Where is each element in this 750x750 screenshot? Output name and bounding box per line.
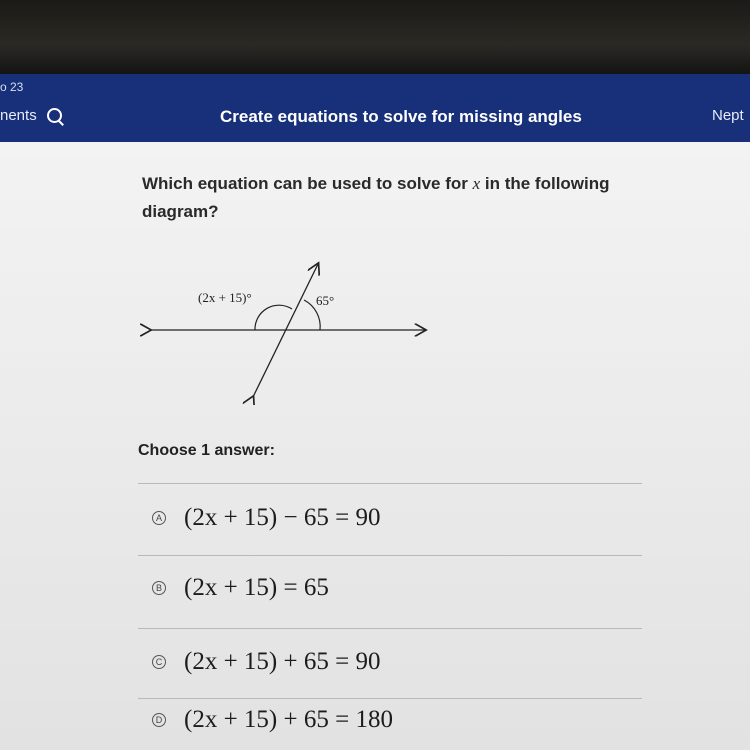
option-equation: (2x + 15) − 65 = 90 <box>184 504 381 531</box>
option-letter-badge: A <box>152 511 166 525</box>
answer-option-c[interactable] <box>138 632 642 692</box>
assignments-link[interactable] <box>0 107 63 124</box>
answer-option-a[interactable] <box>138 488 642 548</box>
angle-left-label: (2x + 15)° <box>198 290 252 305</box>
top-navigation-bar <box>0 74 750 142</box>
exercise-title: Create equations to solve for missing angles <box>220 107 582 126</box>
option-letter-badge: C <box>152 655 166 669</box>
answer-option-d[interactable] <box>138 690 642 750</box>
question-variable: x <box>472 174 481 193</box>
left-angle-arc <box>255 305 292 330</box>
question-part-2: in the following diagram? <box>142 174 610 221</box>
user-menu-label[interactable]: Nept <box>712 107 744 124</box>
question-part-1: Which equation can be used to solve for <box>142 174 473 193</box>
progress-counter: o 23 <box>0 80 24 94</box>
divider <box>138 628 642 629</box>
search-icon[interactable] <box>47 108 63 124</box>
answer-option-b[interactable] <box>138 558 642 618</box>
photo-bezel <box>0 0 750 74</box>
option-letter-badge: B <box>152 581 166 595</box>
angle-diagram <box>140 255 440 405</box>
angle-right-label: 65° <box>316 293 335 308</box>
option-letter-badge: D <box>152 713 166 727</box>
option-equation: (2x + 15) = 65 <box>184 574 329 601</box>
divider <box>138 555 642 556</box>
option-equation: (2x + 15) + 65 = 180 <box>184 706 393 733</box>
divider <box>138 483 642 484</box>
assignments-label: nents <box>0 107 37 124</box>
choose-label: Choose 1 answer: <box>138 442 275 459</box>
question-text <box>142 170 612 226</box>
option-equation: (2x + 15) + 65 = 90 <box>184 648 381 675</box>
